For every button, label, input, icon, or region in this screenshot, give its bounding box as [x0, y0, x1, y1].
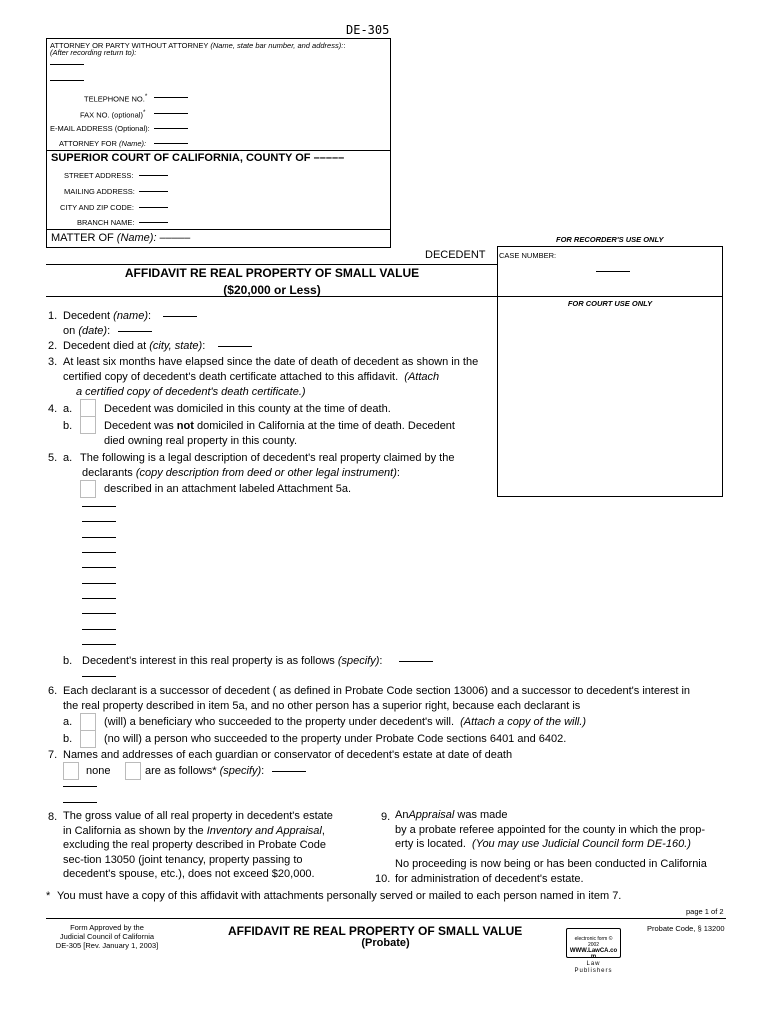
- item-6b-letter: b.: [63, 733, 73, 745]
- footnote-text: You must have a copy of this affidavit with attachments personally served or mailed to each person named in item 7.: [57, 890, 622, 902]
- item-3-line3: a certified copy of decedent's death certificate.): [76, 386, 306, 398]
- attorney-address-line[interactable]: [50, 80, 84, 81]
- item-1-on: on (date):: [63, 325, 111, 337]
- stamp-line1: electronic form ©: [574, 936, 613, 942]
- mailing-label: MAILING ADDRESS:: [64, 187, 135, 196]
- item-1-on-text: on: [63, 325, 76, 337]
- matter-of-italic: (Name):: [116, 232, 157, 244]
- case-number-field[interactable]: [596, 271, 630, 272]
- item-2-italic: (city, state): [149, 340, 203, 352]
- city-field[interactable]: [139, 207, 168, 208]
- approved-block: [46, 923, 168, 950]
- footer-title: AFFIDAVIT RE REAL PROPERTY OF SMALL VALUE: [228, 924, 523, 938]
- item-3-line1: At least six months have elapsed since the date of death of decedent as shown in the: [63, 356, 479, 368]
- fax-text: FAX NO. (optional): [80, 110, 143, 120]
- court-use-box: [497, 296, 723, 497]
- court-divider: [46, 150, 391, 151]
- item-8-line1: The gross value of all real property in decedent's estate: [63, 810, 333, 822]
- approved-line2: Judicial Council of California: [59, 932, 155, 941]
- form-subtitle: ($20,000 or Less): [223, 283, 321, 297]
- item-8-num: 8.: [48, 811, 58, 823]
- probate-code: Probate Code, § 13200: [647, 924, 725, 933]
- legal-description-line[interactable]: [82, 567, 116, 568]
- item-7-follows-text: are as follows*: [145, 765, 217, 777]
- item-9-line3: [395, 838, 691, 850]
- attorney-for-italic: (Name):: [119, 139, 147, 148]
- item-6-num: 6.: [48, 685, 58, 697]
- legal-description-line[interactable]: [82, 598, 116, 599]
- item-4-num: 4.: [48, 403, 58, 415]
- form-title: AFFIDAVIT RE REAL PROPERTY OF SMALL VALUE: [124, 266, 420, 280]
- page-number: page 1 of 2: [686, 907, 724, 916]
- item-1-on-italic: (date): [78, 325, 108, 337]
- item-9-line1: [395, 809, 508, 821]
- stamp-line4: m: [590, 954, 597, 960]
- item-7-follows-italic: (specify): [219, 765, 262, 777]
- item-2-num: 2.: [48, 340, 58, 352]
- item-5a-letter: a.: [63, 452, 73, 464]
- item-5b-main: Decedent's interest in this real property is as follows: [82, 655, 335, 667]
- attorney-for-label: [59, 139, 146, 148]
- stamp-line3: WWW.LawCA.co: [569, 948, 618, 954]
- interest-field-line2[interactable]: [82, 676, 116, 677]
- attorney-label-text: ATTORNEY OR PARTY WITHOUT ATTORNEY: [50, 41, 209, 50]
- attorney-label-italic: (Name, state bar number, and address):: [210, 41, 344, 50]
- guardian-field-line3[interactable]: [63, 802, 97, 803]
- item-2-text: Decedent died at: [63, 340, 147, 352]
- telephone-label: TELEPHONE NO.*: [84, 93, 148, 104]
- stamp-line2: 2002: [587, 942, 600, 948]
- item-5a-line2-italic: (copy description from deed or other legal instrument): [135, 467, 397, 479]
- recorders-use-label: FOR RECORDER'S USE ONLY: [556, 235, 664, 244]
- item-5a-line1: The following is a legal description of decedent's real property claimed by the: [80, 452, 455, 464]
- item-4a-checkbox[interactable]: [80, 399, 96, 417]
- approved-line1: Form Approved by the: [70, 923, 144, 932]
- after-recording-label: (After recording return to):: [50, 48, 137, 57]
- publisher-line2: Publishers: [574, 968, 613, 974]
- item-9-line3-italic: (You may use Judicial Council form DE-160.): [472, 838, 691, 850]
- item-8-line2-italic: Inventory and Appraisal: [206, 824, 322, 837]
- telephone-field[interactable]: [154, 97, 188, 98]
- legal-description-line[interactable]: [82, 583, 116, 584]
- item-10-line1: No proceeding is now being or has been conducted in California: [395, 858, 707, 870]
- item-9-line2: by a probate referee appointed for the county in which the prop-: [395, 824, 706, 836]
- item-8-line2-pre: in California as shown by the: [63, 824, 204, 837]
- item-9-line1-pre: An: [395, 809, 409, 821]
- legal-description-line[interactable]: [82, 644, 116, 645]
- item-8-line3: excluding the real property described in Probate Code: [63, 839, 326, 851]
- item-4b-checkbox[interactable]: [80, 416, 96, 434]
- legal-description-line[interactable]: [82, 506, 116, 507]
- item-4b-letter: b.: [63, 420, 73, 432]
- decedent-name-field[interactable]: [163, 316, 197, 317]
- item-1-text: Decedent: [63, 310, 111, 322]
- item-7-text: Names and addresses of each guardian or conservator of decedent's estate at date of death: [63, 749, 513, 761]
- item-7-none-checkbox[interactable]: [63, 762, 79, 780]
- item-5b-text: Decedent's interest in this real property is as follows (specify):: [82, 655, 383, 667]
- item-8-line4: sec-tion 13050 (joint tenancy, property passing to: [63, 853, 303, 866]
- item-5b-italic: (specify): [337, 655, 380, 667]
- fax-field[interactable]: [154, 113, 188, 114]
- city-label: CITY AND ZIP CODE:: [60, 203, 134, 212]
- item-6b-text: (no will) a person who succeeded to the property under Probate Code sections 6401 and 6402.: [104, 733, 567, 745]
- item-2: Decedent died at (city, state):: [63, 340, 206, 352]
- footer-subtitle: (Probate): [361, 937, 410, 949]
- item-10-line2: for administration of decedent's estate.: [395, 873, 584, 885]
- publisher-name: [566, 961, 621, 975]
- court-use-label: FOR COURT USE ONLY: [567, 299, 653, 308]
- item-1-num: 1.: [48, 310, 58, 322]
- item-4b-text: [104, 420, 455, 432]
- item-3-line2-italic: (Attach: [404, 371, 440, 383]
- item-4b-post: domiciled in California at the time of death. Decedent: [196, 420, 455, 432]
- publisher-line1: Law: [586, 961, 601, 967]
- item-3-line2: [63, 371, 439, 383]
- item-6b-checkbox[interactable]: [80, 730, 96, 748]
- fax-label: FAX NO. (optional)*: [80, 109, 146, 120]
- item-5a-attachment-text: described in an attachment labeled Attachment 5a.: [104, 483, 352, 495]
- county-field[interactable]: –––––: [313, 152, 345, 164]
- approved-line3: DE-305 [Rev. January 1, 2003]: [55, 941, 159, 950]
- item-4a-text: Decedent was domiciled in this county at the time of death.: [104, 403, 391, 415]
- case-number-label: CASE NUMBER:: [499, 251, 557, 260]
- item-1-italic: (name): [113, 310, 148, 322]
- matter-of-label: [51, 232, 190, 244]
- item-6a-text: [104, 716, 586, 728]
- item-5-num: 5.: [48, 452, 58, 464]
- guardian-field[interactable]: [272, 771, 306, 772]
- item-9-line1-post: was made: [457, 809, 508, 821]
- item-8-line5: decedent's spouse, etc.), does not exceed $20,000.: [63, 868, 315, 880]
- matter-divider: [46, 229, 391, 230]
- branch-field[interactable]: [139, 222, 168, 223]
- legal-description-line[interactable]: [82, 552, 116, 553]
- item-10-num: 10.: [375, 873, 391, 885]
- item-9-line3-text: erty is located.: [395, 838, 466, 850]
- item-9-num: 9.: [381, 811, 391, 823]
- item-4b-pre: Decedent was: [104, 420, 174, 432]
- item-6a-italic: (Attach a copy of the will.): [460, 716, 587, 728]
- interest-field[interactable]: [399, 661, 433, 662]
- item-1: Decedent (name):: [63, 310, 152, 322]
- mailing-field[interactable]: [139, 191, 168, 192]
- item-6a-main: (will) a beneficiary who succeeded to the property under decedent's will.: [104, 716, 455, 728]
- item-4a-letter: a.: [63, 403, 73, 415]
- court-title-text: SUPERIOR COURT OF CALIFORNIA, COUNTY OF: [51, 152, 311, 164]
- legal-description-line[interactable]: [82, 537, 116, 538]
- attorney-name-line[interactable]: [50, 64, 84, 65]
- footnote-star: *: [46, 890, 51, 902]
- item-6-line1: Each declarant is a successor of decedent ( as defined in Probate Code section 13006) and a successor to decedent's interest in: [63, 685, 691, 697]
- item-5a-line2-text: declarants: [82, 467, 133, 479]
- attorney-for-text: ATTORNEY FOR: [59, 139, 117, 148]
- item-7-follows-label: are as follows* (specify):: [145, 765, 265, 777]
- court-title: [51, 152, 344, 164]
- item-6-line2: the real property described in item 5a, and no other person has a superior right, because each declarant is: [63, 700, 581, 712]
- item-5a-attachment-checkbox[interactable]: [80, 480, 96, 498]
- branch-label: BRANCH NAME:: [77, 218, 135, 227]
- item-4b-line2: died owning real property in this county.: [104, 435, 298, 447]
- attorney-for-field[interactable]: [154, 143, 188, 144]
- legal-description-line[interactable]: [82, 613, 116, 614]
- telephone-text: TELEPHONE NO.: [84, 94, 145, 104]
- item-6a-letter: a.: [63, 716, 73, 728]
- matter-name-field[interactable]: –––––: [159, 232, 191, 244]
- email-field[interactable]: [154, 128, 188, 129]
- matter-of-text: MATTER OF: [51, 232, 114, 244]
- footer-divider: [46, 918, 726, 919]
- item-8-line2: in California as shown by the Inventory and Appraisal,: [63, 824, 325, 837]
- death-place-field[interactable]: [218, 346, 252, 347]
- item-7-follows-checkbox[interactable]: [125, 762, 141, 780]
- item-8-text: [63, 809, 333, 882]
- item-7-num: 7.: [48, 749, 58, 761]
- attorney-label-tail: :: [343, 41, 346, 50]
- guardian-field-line2[interactable]: [63, 786, 97, 787]
- item-7-none-label: none: [86, 765, 111, 777]
- form-id: DE-305: [346, 23, 390, 37]
- stamp-text: [566, 936, 621, 960]
- street-field[interactable]: [139, 175, 168, 176]
- item-5a-line2: declarants (copy description from deed or other legal instrument):: [82, 467, 400, 479]
- item-5b-letter: b.: [63, 655, 73, 667]
- decedent-label: DECEDENT: [425, 249, 486, 261]
- item-9-line1-italic: Appraisal: [408, 809, 455, 821]
- item-3-line2-text: certified copy of decedent's death certificate attached to this affidavit.: [63, 371, 399, 383]
- death-date-field[interactable]: [118, 331, 152, 332]
- item-6a-checkbox[interactable]: [80, 713, 96, 731]
- legal-description-line[interactable]: [82, 521, 116, 522]
- item-3-num: 3.: [48, 356, 58, 368]
- item-4b-bold: not: [176, 420, 194, 432]
- email-label: E-MAIL ADDRESS (Optional):: [50, 124, 150, 133]
- legal-description-line[interactable]: [82, 629, 116, 630]
- street-label: STREET ADDRESS:: [64, 171, 134, 180]
